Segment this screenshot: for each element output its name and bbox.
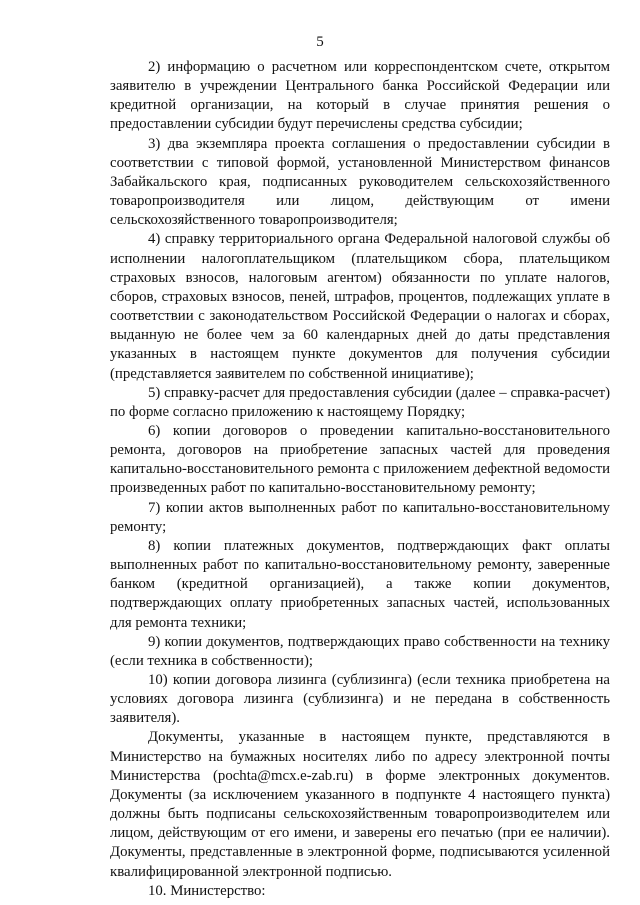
document-body [110, 58, 610, 901]
paragraph-item-2: 2) информацию о расчетном или корреспондентском счете, открытом заявителю в учреждении Центрального банка Российской Федерации или кредитной организации, на который в случае принятия решения о предоставлении субсидии будут перечислены средства субсидии; [110, 59, 610, 133]
paragraph-item-8: 8) копии платежных документов, подтверждающих факт оплаты выполненных работ по капитально-восстановительному ремонту, заверенные банком (кредитной организацией), а также копии документов, подтверждающих оплату приобретенных запасных частей, использованных для ремонта техники; [110, 537, 610, 631]
paragraph-item-3: 3) два экземпляра проекта соглашения о предоставлении субсидии в соответствии с типовой формой, установленной Министерством финансов Забайкальского края, подписанных руководителем сельскохозяйственного товаропроизводителя или лицом, действующим от имени сельскохозяйственного товаропроизводителя; [110, 135, 610, 229]
paragraph-item-4: 4) справку территориального органа Федеральной налоговой службы об исполнении налогоплательщиком (плательщиком сбора, плательщиком страховых взносов, налоговым агентом) обязанности по уплате налогов, сборов, страховых взносов, пеней, штрафов, процентов, подлежащих уплате в соответствии с законодательством Российской Федерации о налогах и сборах, выданную не более чем за 60 календарных дней до даты представления указанных в настоящем пункте документов для получения субсидии (представляется заявителем по собственной инициативе); [110, 231, 610, 382]
paragraph-item-7: 7) копии актов выполненных работ по капитально-восстановительному ремонту; [110, 499, 610, 535]
paragraph-item-10: 10) копии договора лизинга (сублизинга) (если техника приобретена на условиях договора лизинга (сублизинга) и не передана в собственность заявителя). [110, 672, 610, 727]
documents-paragraph: Документы, указанные в настоящем пункте, представляются в Министерство на бумажных носителях либо по адресу электронной почты Министерства (pochta@mcx.e-zab.ru) в форме электронных документов. Документы (за исключением указанного в подпункте 4 настоящего пункта) должны быть подписаны сельскохозяйственным товаропроизводителем или лицом, действующим от его имени, и заверены его печатью (при ее наличии). Документы, представленные в электронной форме, подписываются усиленной квалифицированной электронной подписью. [110, 729, 610, 880]
paragraph-item-5: 5) справку-расчет для предоставления субсидии (далее – справка-расчет) по форме согласно приложению к настоящему Порядку; [110, 384, 610, 420]
paragraph-item-9: 9) копии документов, подтверждающих право собственности на технику (если техника в собственности); [110, 633, 610, 669]
section-10-heading: 10. Министерство: [148, 882, 266, 899]
paragraph-item-6: 6) копии договоров о проведении капитально-восстановительного ремонта, договоров на приобретение запасных частей для проведения капитально-восстановительного ремонта с приложением дефектной ведомости произведенных работ по капитально-восстановительному ремонту; [110, 422, 610, 497]
page-number: 5 [316, 34, 324, 50]
